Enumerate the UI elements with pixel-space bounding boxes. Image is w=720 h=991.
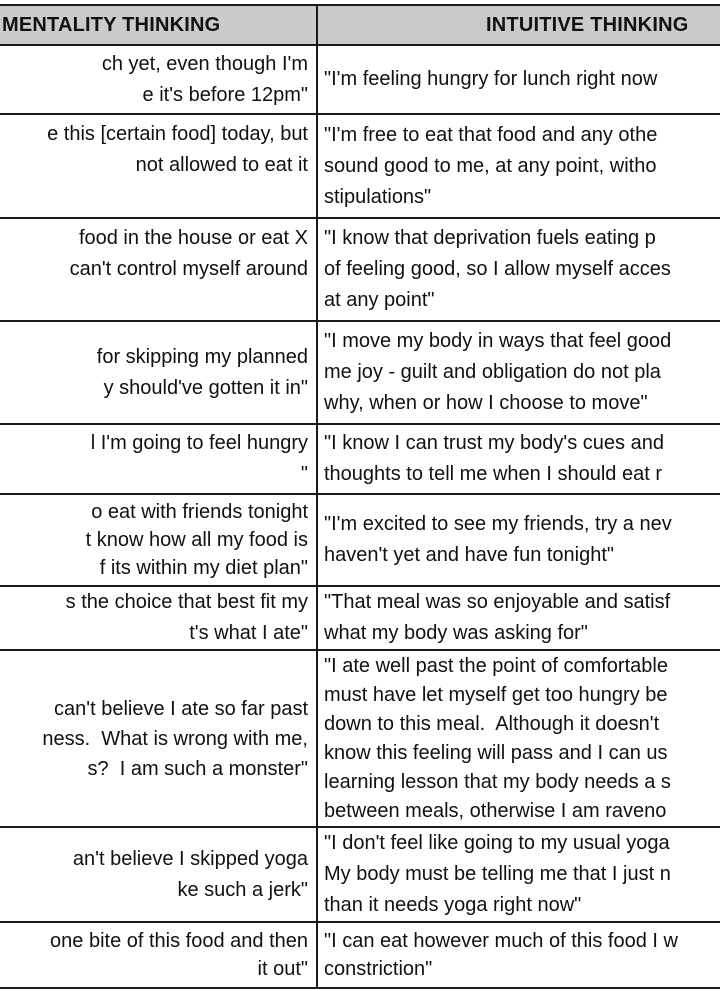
table-row — [0, 494, 720, 586]
mentality-cell: for skipping my planned y should've gotten it in" — [0, 321, 317, 424]
mentality-cell: e this [certain food] today, but not allowed to eat it — [0, 114, 317, 218]
table-row — [0, 114, 720, 218]
mentality-cell: one bite of this food and then it out" — [0, 922, 317, 988]
table-row — [0, 424, 720, 494]
mentality-cell: s the choice that best fit my t's what I ate" — [0, 586, 317, 650]
table-header-row — [0, 5, 720, 45]
header-mentality-thinking: MENTALITY THINKING — [0, 5, 317, 45]
intuitive-cell: "I don't feel like going to my usual yoga My body must be telling me that I just n than it needs yoga right now" — [317, 827, 720, 922]
table-row — [0, 321, 720, 424]
table-row — [0, 827, 720, 922]
comparison-table — [0, 4, 720, 989]
table-row — [0, 586, 720, 650]
mentality-cell: ch yet, even though I'm e it's before 12pm" — [0, 45, 317, 114]
table-row — [0, 922, 720, 988]
intuitive-cell: "I'm feeling hungry for lunch right now — [317, 45, 720, 114]
intuitive-cell: "That meal was so enjoyable and satisf what my body was asking for" — [317, 586, 720, 650]
mentality-cell: can't believe I ate so far past ness. What is wrong with me, s? I am such a monster" — [0, 650, 317, 827]
header-intuitive-thinking: INTUITIVE THINKING — [317, 5, 720, 45]
intuitive-cell: "I know that deprivation fuels eating p of feeling good, so I allow myself acces at any point" — [317, 218, 720, 321]
intuitive-cell: "I'm free to eat that food and any othe sound good to me, at any point, witho stipulations" — [317, 114, 720, 218]
mentality-cell: an't believe I skipped yoga ke such a jerk" — [0, 827, 317, 922]
intuitive-cell: "I'm excited to see my friends, try a nev haven't yet and have fun tonight" — [317, 494, 720, 586]
intuitive-cell: "I can eat however much of this food I w constriction" — [317, 922, 720, 988]
mentality-cell: food in the house or eat X can't control myself around — [0, 218, 317, 321]
table-row — [0, 650, 720, 827]
mentality-cell: l I'm going to feel hungry " — [0, 424, 317, 494]
table-row — [0, 218, 720, 321]
intuitive-cell: "I ate well past the point of comfortable must have let myself get too hungry be down to this meal. Although it doesn't know this feeling will pass and I can us learning lesson that my body needs a s between meals, otherwise I am raveno — [317, 650, 720, 827]
intuitive-cell: "I move my body in ways that feel good me joy - guilt and obligation do not pla why, when or how I choose to move" — [317, 321, 720, 424]
intuitive-cell: "I know I can trust my body's cues and thoughts to tell me when I should eat r — [317, 424, 720, 494]
table-row — [0, 45, 720, 114]
mentality-cell: o eat with friends tonight t know how all my food is f its within my diet plan" — [0, 494, 317, 586]
